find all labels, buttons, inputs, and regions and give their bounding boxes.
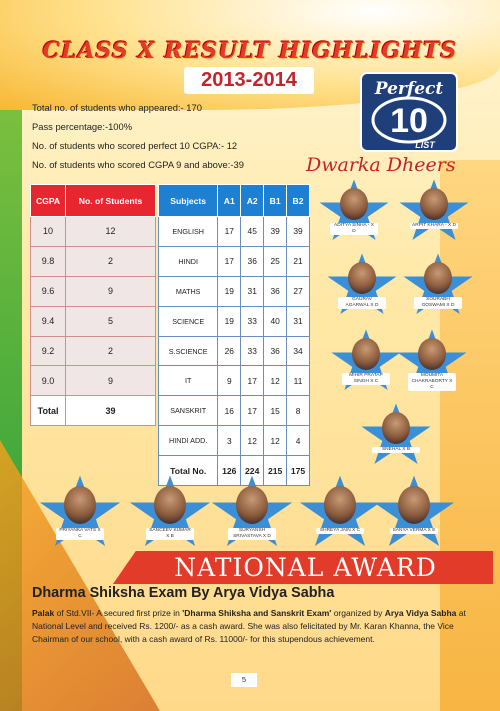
grade-cell: 19 xyxy=(218,276,241,306)
total-value: 215 xyxy=(264,456,287,486)
grade-cell: 21 xyxy=(287,246,310,276)
grade-cell: 17 xyxy=(218,246,241,276)
total-value: 175 xyxy=(287,456,310,486)
subject-cell: ENGLISH xyxy=(159,217,218,247)
grade-cell: 36 xyxy=(241,246,264,276)
table-row xyxy=(159,306,310,336)
student-caption: SANCEEV KUMAR X B xyxy=(146,528,194,540)
students-header: No. of Students xyxy=(66,185,156,217)
stats-list xyxy=(32,98,352,174)
count-cell: 9 xyxy=(66,276,156,306)
subject-cell: SCIENCE xyxy=(159,306,218,336)
award-student-name: Palak xyxy=(32,608,55,618)
total-row xyxy=(31,396,156,426)
grade-cell: 17 xyxy=(218,217,241,247)
grade-cell: 17 xyxy=(241,366,264,396)
logo-perfect-text: Perfect xyxy=(374,79,444,99)
grade-cell: 27 xyxy=(287,276,310,306)
student-photo xyxy=(324,486,356,524)
student-photo xyxy=(348,262,376,294)
total-label: Total No. xyxy=(159,456,218,486)
stat-pass: Pass percentage:-100% xyxy=(32,121,133,132)
student-card xyxy=(330,328,402,390)
total-value: 126 xyxy=(218,456,241,486)
page-title: CLASS X RESULT HIGHLIGHTS xyxy=(42,38,458,64)
student-photo xyxy=(236,486,268,524)
student-caption: GAURAV AGARWAL X D xyxy=(338,297,386,309)
total-value: 224 xyxy=(241,456,264,486)
student-card xyxy=(326,252,398,314)
table-row xyxy=(31,246,156,276)
award-heading: Dharma Shiksha Exam By Arya Vidya Sabha xyxy=(32,585,335,601)
count-cell: 9 xyxy=(66,366,156,396)
student-caption: SANYA VERMA X E xyxy=(390,528,438,534)
student-caption: MIHIR PRATAP SINGH X C xyxy=(342,373,390,385)
student-card xyxy=(396,328,468,390)
stat-nine-plus: No. of students who scored CGPA 9 and above:-39 xyxy=(32,159,244,170)
count-cell: 2 xyxy=(66,336,156,366)
student-caption: SHREYA JAIN X C xyxy=(316,528,364,534)
table-row xyxy=(31,276,156,306)
award-text-part: of Std.VII- A secured first prize in xyxy=(54,608,183,618)
grade-cell: 34 xyxy=(287,336,310,366)
page-number: 5 xyxy=(231,673,257,687)
count-cell: 12 xyxy=(66,217,156,247)
logo-list-text: LIST xyxy=(415,140,435,150)
a1-header: A1 xyxy=(218,185,241,217)
grade-cell: 19 xyxy=(218,306,241,336)
dwarka-dheers-heading: Dwarka Dheers xyxy=(306,154,456,176)
stat-perfect: No. of students who scored perfect 10 CGPA:- 12 xyxy=(32,140,238,151)
subject-cell: HINDI xyxy=(159,246,218,276)
b1-header: B1 xyxy=(264,185,287,217)
table-row xyxy=(159,276,310,306)
student-card xyxy=(298,474,382,546)
subject-cell: MATHS xyxy=(159,276,218,306)
grade-cell: 36 xyxy=(264,276,287,306)
student-caption: SURYANSH SRIVASTAVA X D xyxy=(228,528,276,540)
award-text-part: organized by xyxy=(331,608,385,618)
student-caption: SOURABH GOSWAMI X D xyxy=(414,297,462,309)
grade-cell: 12 xyxy=(264,366,287,396)
student-caption: ADITYA SINHA - X D xyxy=(330,223,378,235)
student-photo xyxy=(352,338,380,370)
table-row xyxy=(159,217,310,247)
b2-header: B2 xyxy=(287,185,310,217)
student-card xyxy=(38,474,122,546)
student-caption: MOUMITA CHAKRABORTY X C xyxy=(408,373,456,391)
subject-cell: IT xyxy=(159,366,218,396)
count-cell: 2 xyxy=(66,246,156,276)
grade-cell: 39 xyxy=(264,217,287,247)
total-value: 39 xyxy=(66,396,156,426)
award-text-part: at National Level and received Rs. 1200/- as a cash award. She was also felicitated by Mr. Karan Khanna, the Vice Chairman of our school, with a cash award of Rs. 11000/- for this stupendous achievement. xyxy=(32,608,466,644)
total-label: Total xyxy=(31,396,66,426)
student-photo xyxy=(382,412,410,444)
stat-appeared: Total no. of students who appeared:- 170 xyxy=(32,102,202,113)
grade-cell: 36 xyxy=(264,336,287,366)
student-card xyxy=(318,178,390,240)
grade-cell: 33 xyxy=(241,306,264,336)
subject-cell: HINDI ADD. xyxy=(159,426,218,456)
grade-cell: 11 xyxy=(287,366,310,396)
student-caption: PRIYANKA VATS X C xyxy=(56,528,104,540)
table-row xyxy=(159,426,310,456)
student-photo xyxy=(398,486,430,524)
student-card xyxy=(402,252,474,314)
grade-cell: 26 xyxy=(218,336,241,366)
award-paragraph xyxy=(32,607,472,646)
table-row xyxy=(31,306,156,336)
student-photo xyxy=(424,262,452,294)
grade-cell: 4 xyxy=(287,426,310,456)
grade-cell: 16 xyxy=(218,396,241,426)
subject-cell: S.SCIENCE xyxy=(159,336,218,366)
table-row xyxy=(31,217,156,247)
year-label: 2013-2014 xyxy=(184,67,314,94)
grade-cell: 3 xyxy=(218,426,241,456)
cgpa-cell: 9.8 xyxy=(31,246,66,276)
grade-cell: 9 xyxy=(218,366,241,396)
student-caption: SNEHAL X B xyxy=(372,447,420,453)
grade-cell: 12 xyxy=(241,426,264,456)
table-row xyxy=(159,366,310,396)
perfect-10-logo xyxy=(360,72,458,152)
a2-header: A2 xyxy=(241,185,264,217)
table-row xyxy=(159,396,310,426)
student-photo xyxy=(340,188,368,220)
student-card xyxy=(210,474,294,546)
table-row xyxy=(31,336,156,366)
national-award-title: NATIONAL AWARD xyxy=(174,553,437,582)
award-exam-name: 'Dharma Shiksha and Sanskrit Exam' xyxy=(182,608,332,618)
subjects-header: Subjects xyxy=(159,185,218,217)
student-card xyxy=(360,402,432,464)
cgpa-table xyxy=(30,184,156,426)
cgpa-cell: 9.6 xyxy=(31,276,66,306)
award-organization: Arya Vidya Sabha xyxy=(384,608,457,618)
grade-cell: 15 xyxy=(264,396,287,426)
logo-number-text: 10 xyxy=(390,102,428,140)
cgpa-cell: 10 xyxy=(31,217,66,247)
student-photo xyxy=(420,188,448,220)
table-row xyxy=(159,336,310,366)
cgpa-cell: 9.2 xyxy=(31,336,66,366)
table-row xyxy=(31,366,156,396)
student-caption: ARPIT KHARA - X D xyxy=(410,223,458,229)
student-photo xyxy=(418,338,446,370)
cgpa-cell: 9.4 xyxy=(31,306,66,336)
student-card xyxy=(398,178,470,240)
grade-cell: 39 xyxy=(287,217,310,247)
grade-cell: 40 xyxy=(264,306,287,336)
grade-cell: 31 xyxy=(287,306,310,336)
grade-cell: 33 xyxy=(241,336,264,366)
subject-cell: SANSKRIT xyxy=(159,396,218,426)
cgpa-header: CGPA xyxy=(31,185,66,217)
student-card xyxy=(128,474,212,546)
grade-cell: 31 xyxy=(241,276,264,306)
grade-cell: 25 xyxy=(264,246,287,276)
student-photo xyxy=(154,486,186,524)
count-cell: 5 xyxy=(66,306,156,336)
grade-cell: 12 xyxy=(264,426,287,456)
student-card xyxy=(372,474,456,546)
table-row xyxy=(159,246,310,276)
grade-cell: 8 xyxy=(287,396,310,426)
subjects-table xyxy=(158,184,310,486)
student-photo xyxy=(64,486,96,524)
cgpa-cell: 9.0 xyxy=(31,366,66,396)
grade-cell: 17 xyxy=(241,396,264,426)
grade-cell: 45 xyxy=(241,217,264,247)
